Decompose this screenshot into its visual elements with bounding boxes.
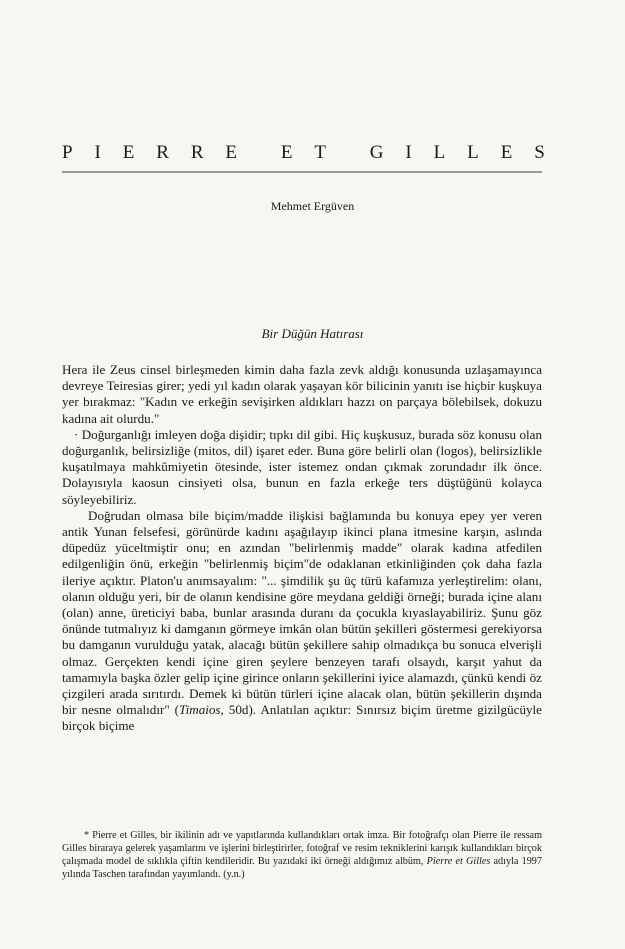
paragraph — [62, 508, 542, 735]
title-letter: I — [405, 142, 412, 163]
title-letter: E — [225, 142, 238, 163]
section-subtitle: Bir Düğün Hatırası — [261, 326, 364, 341]
citation-title: Timaios, — [179, 702, 224, 718]
title-letter: L — [433, 142, 446, 163]
paragraph: Hera ile Zeus cinsel birleşmeden kimin daha fazla zevk aldığı konusunda uzlaşamayınca devreye Teiresias girer; yedi yıl kadın olarak yaşayan kör bilicinin yanıtı ise hiçbir kuşkuya yer bırakmaz: "Kadın ve erkeğin sevişirken aldıkları hazzı on parçaya bölebilsek, dokuzu kadına ait olurdu." — [62, 362, 542, 426]
title-letter: E — [280, 142, 293, 163]
title-letter: E — [500, 142, 513, 163]
title-letter: S — [534, 142, 545, 163]
title-letter: L — [467, 142, 479, 163]
running-title — [62, 142, 545, 164]
album-title: Pierre et Gilles — [426, 856, 491, 867]
title-letter: I — [94, 142, 101, 163]
title-letter: T — [314, 142, 326, 163]
title-letter: E — [122, 142, 135, 163]
paragraph: · Doğurganlığı imleyen doğa dişidir; tıpkı dil gibi. Hiç kuşkusuz, burada söz konusu olan doğurganlık, belirsizliğe (mitos, dil) işaret eder. Buna göre belirli olan (logos), belirsizlikle kuşatılmaya mahkûmiyetin ötesinde, ister istemez ondan çıkmak zorundadır ilk önce. Dolayısıyla kaosun cinsiyeti olsa, bunun en fazla erkeğe ters düştüğünü kolayca söyleyebiliriz. — [62, 426, 542, 507]
paragraph-text: Doğrudan olmasa bile biçim/madde ilişkisi bağlamında bu konuya epey yer veren antik Yunan felsefesi, görünürde kadını aşağılayıp ikinci plana itmesine karşın, aslında düpedüz yüceltmiştir onu; en azından "belirlenmiş madde" olarak kadına atfedilen edilgenliğin önü, erkeğin "belirlenmiş biçim"de odaklanan etkinliğinden çok daha fazla ileriye açıktır. Platon'u anımsayalım: "... şimdilik şu üç türü kafamıza yerleştirelim: olanı, olanın olduğu yeri, bir de olanın kendisine göre meydana geldiği örneği; burada içine alanı (olan) anne, üreticiyi baba, bunlar arasında duranı da çocukla kıyaslayabiliriz. Şunu göz önünde tutmalıyız ki damganın görmeye imkân olan bütün şekilleri göstermesi gerekiyorsa bu damganın vurulduğu yatak, alacağı bütün şekillere sahip olmadıkça bu sonuca elverişli olmaz. Gerçekten kendi içine giren şeylere benzeyen tarafı olsaydı, karşıt yahut da tamamıyla başka özler gelip içine girince onların şekillerini iyice alamazdı, çünkü kendi öz çizgileri arada sırıtırdı. Demek ki bütün türleri içine alacak olan, bütün şekillerin dışında bir nesne olmalıdır" ( — [62, 507, 542, 718]
title-letter: P — [62, 142, 73, 163]
title-letter: R — [156, 142, 169, 163]
footnote — [62, 829, 542, 881]
footnote-part: adıyla 1997 yılında Taschen tarafından yayımlandı. (y.n.) — [62, 856, 542, 880]
title-rule — [62, 171, 542, 173]
paragraph-text: 50d). Anlatılan açıktır: Sınırsız biçim üretme gizilgücüyle birçok biçime — [62, 702, 542, 734]
title-letter: R — [190, 142, 204, 163]
title-letter: G — [369, 142, 384, 163]
footnote-text — [62, 829, 542, 881]
body-text — [62, 362, 542, 735]
footnote-part: * Pierre et Gilles, bir ikilinin adı ve yapıtlarında kullandıkları ortak imza. Bir fotoğrafçı olan Pierre ile ressam Gilles biraraya gelerek yaşamlarını ve işlerini birleştirirler, fotoğraf ve resim tekniklerini karışık kullandıkları birçok çalışmada model de sıklıkla çiftin kendileridir. Bu yazıdaki iki örneği aldığımız albüm, — [62, 830, 542, 867]
author-name: Mehmet Ergüven — [270, 199, 355, 213]
